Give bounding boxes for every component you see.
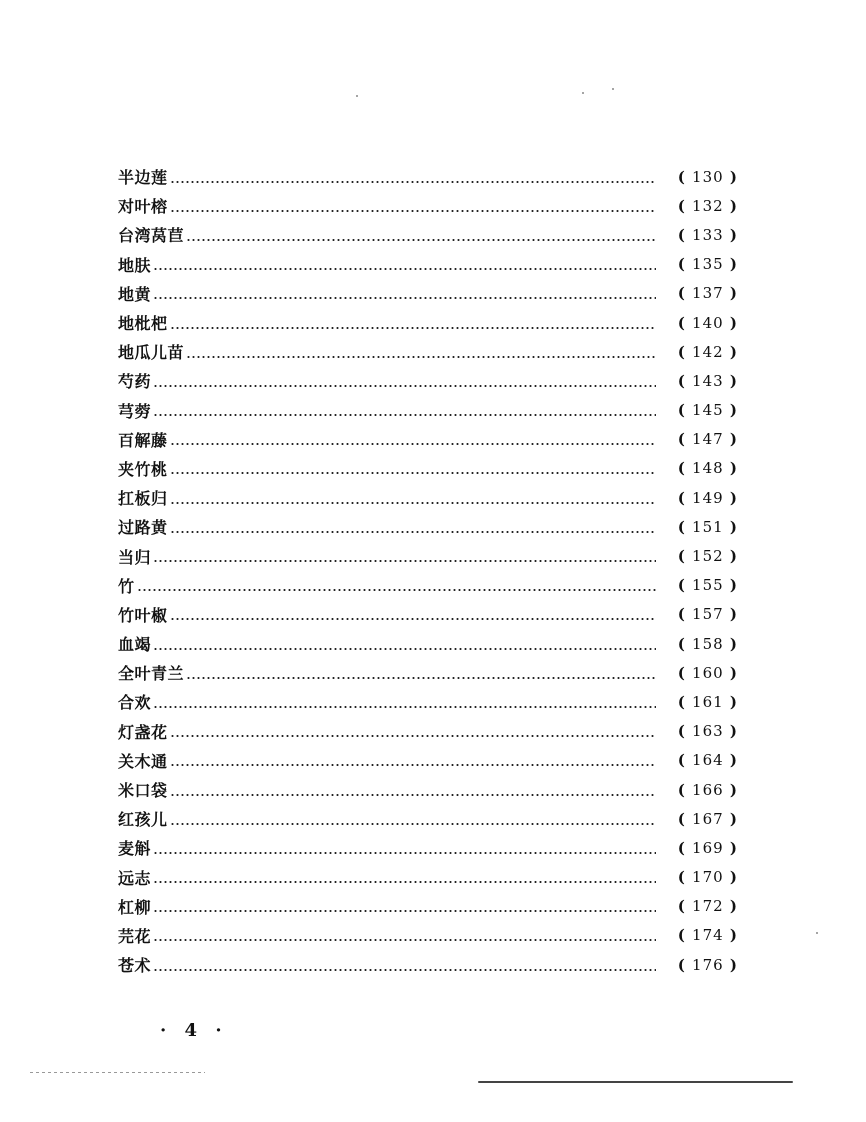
- dot-leader: [170, 181, 656, 183]
- dot-leader: [153, 297, 656, 299]
- toc-entry-page-ref: ( 143 ): [677, 371, 738, 390]
- toc-entry-title: 芫花: [118, 926, 152, 946]
- dot-leader: [137, 589, 656, 591]
- toc-entry-title: 芍药: [118, 372, 152, 392]
- toc-entry-title: 灯盏花: [118, 722, 168, 742]
- toc-entry: [118, 220, 738, 249]
- dot-leader: [186, 677, 656, 679]
- toc-entry-page-ref: ( 148 ): [677, 459, 738, 478]
- toc-entry-page-number: 140: [692, 313, 724, 332]
- table-of-contents: [118, 162, 738, 979]
- toc-entry-page-ref: ( 132 ): [677, 196, 738, 215]
- dot-leader: [170, 472, 656, 474]
- toc-entry-page-ref: ( 140 ): [677, 313, 738, 332]
- toc-entry-title: 芎䓖: [118, 401, 152, 421]
- page-number: · 4 ·: [160, 1020, 228, 1041]
- toc-entry-title: 麦斛: [118, 839, 152, 859]
- toc-entry: [118, 833, 738, 862]
- toc-entry-title: 半边莲: [118, 168, 168, 188]
- toc-entry-page-ref: ( 172 ): [677, 897, 738, 916]
- toc-entry-page-number: 145: [692, 401, 724, 420]
- toc-entry: [118, 454, 738, 483]
- scan-speck: [612, 88, 614, 90]
- scan-artifact-line: [478, 1081, 793, 1083]
- toc-entry-page-ref: ( 155 ): [677, 576, 738, 595]
- toc-entry: [118, 308, 738, 337]
- toc-entry-title: 苍术: [118, 956, 152, 976]
- toc-entry: [118, 396, 738, 425]
- scan-speck: [816, 932, 818, 934]
- dot-leader: [153, 852, 656, 854]
- dot-leader: [153, 385, 656, 387]
- dot-leader: [153, 560, 656, 562]
- toc-entry: [118, 250, 738, 279]
- toc-entry-title: 百解藤: [118, 430, 168, 450]
- dot-leader: [153, 939, 656, 941]
- toc-entry-page-number: 149: [692, 488, 724, 507]
- toc-entry: [118, 775, 738, 804]
- dot-leader: [170, 502, 656, 504]
- toc-entry-title: 杠柳: [118, 897, 152, 917]
- toc-entry-page-ref: ( 152 ): [677, 547, 738, 566]
- toc-entry-page-ref: ( 176 ): [677, 955, 738, 974]
- toc-entry-page-ref: ( 135 ): [677, 255, 738, 274]
- toc-entry: [118, 425, 738, 454]
- toc-entry: [118, 629, 738, 658]
- dot-leader: [153, 706, 656, 708]
- toc-entry-page-number: 133: [692, 225, 724, 244]
- dot-leader: [153, 881, 656, 883]
- dot-leader: [170, 531, 656, 533]
- toc-entry-page-ref: ( 160 ): [677, 663, 738, 682]
- toc-entry-page-number: 164: [692, 751, 724, 770]
- toc-entry-page-number: 157: [692, 605, 724, 624]
- toc-entry-title: 米口袋: [118, 781, 168, 801]
- toc-entry-page-number: 176: [692, 955, 724, 974]
- toc-entry-title: 台湾莴苣: [118, 226, 185, 246]
- toc-entry-page-number: 152: [692, 547, 724, 566]
- dot-leader: [170, 794, 656, 796]
- dot-leader: [153, 910, 656, 912]
- toc-entry-page-ref: ( 169 ): [677, 838, 738, 857]
- toc-entry-page-number: 135: [692, 255, 724, 274]
- toc-entry-page-number: 148: [692, 459, 724, 478]
- toc-entry: [118, 804, 738, 833]
- toc-entry-page-number: 137: [692, 284, 724, 303]
- toc-entry: [118, 571, 738, 600]
- toc-entry-page-ref: ( 133 ): [677, 225, 738, 244]
- toc-entry-page-number: 172: [692, 897, 724, 916]
- toc-entry: [118, 950, 738, 979]
- toc-entry-page-number: 151: [692, 517, 724, 536]
- dot-leader: [170, 210, 656, 212]
- toc-entry: [118, 162, 738, 191]
- toc-entry-title: 远志: [118, 868, 152, 888]
- toc-entry: [118, 600, 738, 629]
- dot-leader: [170, 735, 656, 737]
- toc-entry-page-ref: ( 147 ): [677, 430, 738, 449]
- toc-entry-title: 竹: [118, 576, 135, 596]
- dot-leader: [153, 648, 656, 650]
- toc-entry: [118, 921, 738, 950]
- toc-entry: [118, 687, 738, 716]
- scan-artifact-line: [30, 1072, 205, 1073]
- toc-entry-page-ref: ( 164 ): [677, 751, 738, 770]
- toc-entry-page-ref: ( 174 ): [677, 926, 738, 945]
- toc-entry-page-ref: ( 158 ): [677, 634, 738, 653]
- toc-entry-page-ref: ( 130 ): [677, 167, 738, 186]
- toc-entry-page-ref: ( 163 ): [677, 722, 738, 741]
- toc-entry-page-ref: ( 157 ): [677, 605, 738, 624]
- toc-entry-page-ref: ( 142 ): [677, 342, 738, 361]
- toc-entry: [118, 366, 738, 395]
- toc-entry-title: 过路黄: [118, 518, 168, 538]
- toc-entry-page-number: 161: [692, 692, 724, 711]
- toc-entry-page-number: 170: [692, 868, 724, 887]
- toc-entry-title: 地黄: [118, 284, 152, 304]
- toc-entry-title: 竹叶椒: [118, 605, 168, 625]
- toc-entry-title: 血竭: [118, 635, 152, 655]
- scan-speck: [582, 92, 584, 94]
- toc-entry-page-number: 143: [692, 371, 724, 390]
- dot-leader: [170, 327, 656, 329]
- dot-leader: [153, 414, 656, 416]
- toc-entry-page-ref: ( 151 ): [677, 517, 738, 536]
- dot-leader: [153, 969, 656, 971]
- toc-entry-page-number: 155: [692, 576, 724, 595]
- dot-leader: [170, 764, 656, 766]
- toc-entry: [118, 717, 738, 746]
- toc-entry-page-number: 169: [692, 838, 724, 857]
- toc-entry-title: 全叶青兰: [118, 664, 185, 684]
- toc-entry-page-number: 142: [692, 342, 724, 361]
- toc-entry-page-ref: ( 145 ): [677, 401, 738, 420]
- dot-leader: [153, 268, 656, 270]
- dot-leader: [186, 356, 656, 358]
- toc-entry: [118, 541, 738, 570]
- toc-entry-title: 地瓜儿苗: [118, 343, 185, 363]
- toc-entry-title: 红孩儿: [118, 810, 168, 830]
- toc-entry-title: 夹竹桃: [118, 459, 168, 479]
- toc-entry-page-ref: ( 166 ): [677, 780, 738, 799]
- toc-entry: [118, 279, 738, 308]
- toc-entry-title: 地枇杷: [118, 314, 168, 334]
- toc-entry-page-ref: ( 149 ): [677, 488, 738, 507]
- toc-entry-page-number: 167: [692, 809, 724, 828]
- toc-entry-page-number: 166: [692, 780, 724, 799]
- toc-entry-page-ref: ( 161 ): [677, 692, 738, 711]
- dot-leader: [186, 239, 656, 241]
- toc-entry-page-number: 163: [692, 722, 724, 741]
- toc-entry: [118, 746, 738, 775]
- toc-entry-page-number: 132: [692, 196, 724, 215]
- toc-entry-page-number: 158: [692, 634, 724, 653]
- toc-entry: [118, 483, 738, 512]
- scan-speck: [356, 95, 358, 97]
- dot-leader: [170, 823, 656, 825]
- toc-entry-page-ref: ( 167 ): [677, 809, 738, 828]
- toc-entry: [118, 512, 738, 541]
- toc-entry-page-number: 160: [692, 663, 724, 682]
- toc-entry: [118, 658, 738, 687]
- toc-entry: [118, 191, 738, 220]
- toc-entry-title: 合欢: [118, 693, 152, 713]
- toc-entry-page-ref: ( 137 ): [677, 284, 738, 303]
- toc-entry: [118, 892, 738, 921]
- dot-leader: [170, 618, 656, 620]
- toc-entry-title: 地肤: [118, 255, 152, 275]
- toc-entry: [118, 337, 738, 366]
- toc-entry-title: 关木通: [118, 751, 168, 771]
- toc-entry: [118, 863, 738, 892]
- dot-leader: [170, 443, 656, 445]
- toc-entry-title: 对叶榕: [118, 197, 168, 217]
- toc-entry-page-number: 130: [692, 167, 724, 186]
- toc-entry-title: 扛板归: [118, 489, 168, 509]
- toc-entry-page-number: 147: [692, 430, 724, 449]
- toc-entry-title: 当归: [118, 547, 152, 567]
- toc-entry-page-number: 174: [692, 926, 724, 945]
- toc-entry-page-ref: ( 170 ): [677, 868, 738, 887]
